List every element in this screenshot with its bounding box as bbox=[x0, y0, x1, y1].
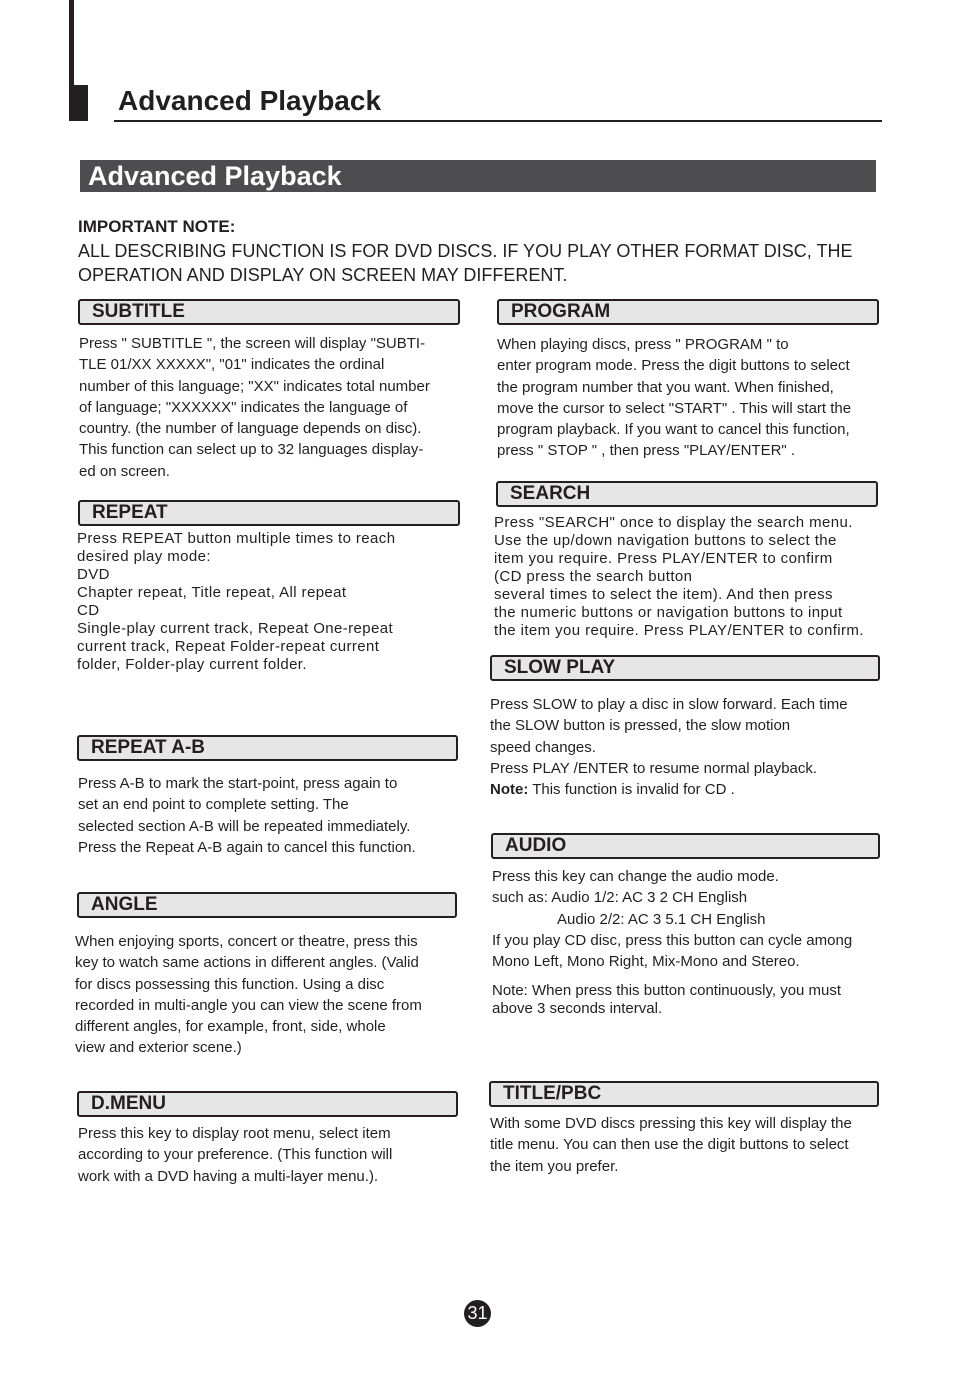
page-number: 31 bbox=[464, 1300, 491, 1327]
slow-play-note bbox=[490, 779, 880, 800]
text-line: Press " SUBTITLE ", the screen will display "SUBTI- bbox=[79, 335, 426, 352]
text-line: enter program mode. Press the digit buttons to select bbox=[497, 357, 850, 375]
text-line: key to watch same actions in different angles. (Valid bbox=[75, 954, 419, 972]
text-line: press " STOP " , then press "PLAY/ENTER" . bbox=[497, 442, 796, 460]
section-title-band: Advanced Playback bbox=[80, 160, 876, 192]
text-line: according to your preference. (This function will bbox=[78, 1146, 393, 1164]
text-line: Press PLAY /ENTER to resume normal playback. bbox=[490, 759, 818, 777]
text-line: current track, Repeat Folder-repeat current bbox=[77, 638, 380, 655]
text-line: title menu. You can then use the digit buttons to select bbox=[490, 1136, 849, 1154]
text-line: set an end point to complete setting. The bbox=[78, 796, 349, 814]
subtitle-header: SUBTITLE bbox=[78, 299, 460, 325]
text-line: Press this key to display root menu, select item bbox=[78, 1125, 391, 1142]
dmenu-header: D.MENU bbox=[77, 1091, 458, 1117]
text-line: item you require. Press PLAY/ENTER to confirm bbox=[494, 550, 833, 567]
text-line: Note: When press this button continuously, you must bbox=[492, 982, 842, 1000]
program-header: PROGRAM bbox=[497, 299, 879, 325]
text-line: the SLOW button is pressed, the slow motion bbox=[490, 717, 791, 735]
audio-body bbox=[492, 866, 887, 1018]
text-line: above 3 seconds interval. bbox=[492, 1000, 663, 1018]
text-line: move the cursor to select "START" . This will start the bbox=[497, 399, 852, 417]
text-line: desired play mode: bbox=[77, 548, 211, 565]
text-line: number of this language; "XX" indicates total number bbox=[79, 377, 430, 395]
repeat-header: REPEAT bbox=[78, 500, 460, 526]
text-line: If you play CD disc, press this button can cycle among bbox=[492, 931, 853, 949]
text-line: When enjoying sports, concert or theatre, press this bbox=[75, 933, 418, 950]
text-line: Press "SEARCH" once to display the search menu. bbox=[494, 514, 853, 531]
text-line: Chapter repeat, Title repeat, All repeat bbox=[77, 584, 347, 601]
text-line: Audio 2/2: AC 3 5.1 CH English bbox=[557, 910, 766, 928]
text-line: Single-play current track, Repeat One-repeat bbox=[77, 620, 394, 637]
text-line: work with a DVD having a multi-layer menu.). bbox=[78, 1167, 379, 1185]
text-line: country. (the number of language depends on disc). bbox=[79, 420, 422, 438]
text-line: Press the Repeat A-B again to cancel this function. bbox=[78, 838, 416, 856]
important-note-line: OPERATION AND DISPLAY ON SCREEN MAY DIFFERENT. bbox=[78, 265, 568, 285]
text-line: ed on screen. bbox=[79, 462, 170, 480]
angle-header: ANGLE bbox=[77, 892, 457, 918]
text-line: This function can select up to 32 languages display- bbox=[79, 441, 424, 459]
text-line: different angles, for example, front, side, whole bbox=[75, 1018, 386, 1036]
text-line: the item you require. Press PLAY/ENTER to confirm. bbox=[494, 622, 864, 639]
dmenu-body bbox=[78, 1123, 458, 1187]
text-line: program playback. If you want to cancel this function, bbox=[497, 421, 850, 439]
text-line: view and exterior scene.) bbox=[75, 1039, 242, 1057]
page-title: Advanced Playback bbox=[118, 85, 382, 116]
audio-header: AUDIO bbox=[491, 833, 880, 859]
text-line: for discs possessing this function. Using a disc bbox=[75, 975, 385, 993]
note-text: This function is invalid for CD . bbox=[528, 781, 735, 799]
text-line: Press REPEAT button multiple times to reach bbox=[77, 530, 396, 547]
text-line: speed changes. bbox=[490, 738, 596, 756]
slow-play-header: SLOW PLAY bbox=[490, 655, 880, 681]
text-line: With some DVD discs pressing this key will display the bbox=[490, 1115, 852, 1132]
program-body bbox=[497, 334, 882, 462]
repeat-ab-header: REPEAT A-B bbox=[77, 735, 458, 761]
search-body bbox=[494, 514, 904, 640]
angle-body bbox=[75, 931, 455, 1059]
text-line: recorded in multi-angle you can view the scene from bbox=[75, 996, 422, 1014]
text-line: Use the up/down navigation buttons to select the bbox=[494, 532, 837, 549]
text-line: Press this key can change the audio mode. bbox=[492, 868, 779, 885]
subtitle-body bbox=[79, 333, 459, 482]
title-pbc-header: TITLE/PBC bbox=[489, 1081, 879, 1107]
note-label: Note: bbox=[490, 781, 529, 799]
title-rule bbox=[114, 120, 882, 122]
text-line: (CD press the search button bbox=[494, 568, 693, 585]
repeat-body bbox=[77, 530, 467, 674]
repeat-ab-body bbox=[78, 773, 458, 858]
important-note-text bbox=[78, 239, 878, 287]
text-line: CD bbox=[77, 602, 100, 619]
text-line: of language; "XXXXXX" indicates the language of bbox=[79, 398, 408, 416]
text-line: When playing discs, press " PROGRAM " to bbox=[497, 336, 789, 353]
text-line: Mono Left, Mono Right, Mix-Mono and Stereo. bbox=[492, 953, 800, 971]
text-line: DVD bbox=[77, 566, 110, 583]
text-line: several times to select the item). And then press bbox=[494, 586, 833, 603]
text-line: folder, Folder-play current folder. bbox=[77, 656, 307, 673]
title-pbc-body bbox=[490, 1113, 885, 1177]
text-line: selected section A-B will be repeated immediately. bbox=[78, 817, 411, 835]
header-bar-block bbox=[69, 85, 88, 121]
important-note-line: ALL DESCRIBING FUNCTION IS FOR DVD DISCS. IF YOU PLAY OTHER FORMAT DISC, THE bbox=[78, 241, 853, 261]
search-header: SEARCH bbox=[496, 481, 878, 507]
text-line: such as: Audio 1/2: AC 3 2 CH English bbox=[492, 889, 748, 907]
important-note-label: IMPORTANT NOTE: bbox=[78, 217, 236, 236]
text-line: Press A-B to mark the start-point, press again to bbox=[78, 775, 398, 792]
text-line: TLE 01/XX XXXXX", "01" indicates the ordinal bbox=[79, 356, 385, 374]
text-line: the numeric buttons or navigation buttons to input bbox=[494, 604, 843, 621]
slow-play-body bbox=[490, 694, 880, 800]
text-line: the program number that you want. When finished, bbox=[497, 378, 834, 396]
text-line: Press SLOW to play a disc in slow forward. Each time bbox=[490, 696, 848, 713]
text-line: the item you prefer. bbox=[490, 1157, 619, 1175]
